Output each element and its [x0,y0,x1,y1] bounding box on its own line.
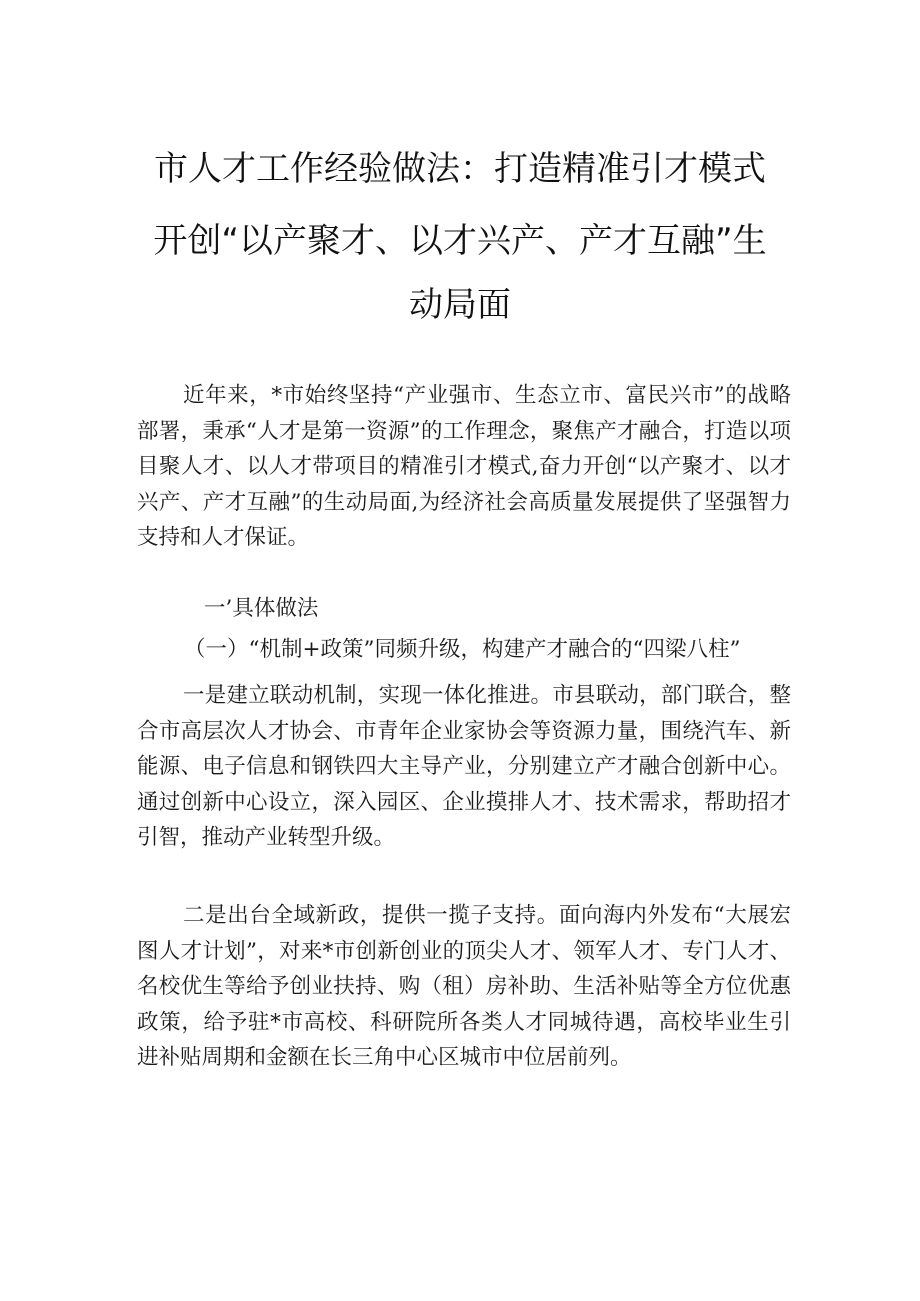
subsection-heading: （一）“机制+政策”同频升级，构建产才融合的“四梁八柱” [184,637,741,662]
paragraph-policy: 二是出台全域新政，提供一揽子支持。面向海内外发布“大展宏图人才计划”，对来*市创新创业的顶尖人才、领军人才、专门人才、名校优生等给予创业扶持、购（租）房补助、生活补贴等全方位优惠政策，给予驻*市高校、科研院所各类人才同城待遇，高校毕业生引进补贴周期和金额在长三角中心区城市中位居前列。 [137,903,791,1071]
title-line-2: 开创“以产聚才、以才兴产、产才互融”生 [153,221,767,261]
intro-paragraph: 近年来，*市始终坚持“产业强市、生态立市、富民兴市”的战略部署，秉承“人才是第一资源”的工作理念，聚焦产才融合，打造以项目聚人才、以人才带项目的精准引才模式,奋力开创“以产聚才、以才兴产、产才互融”的生动局面,为经济社会高质量发展提供了坚强智力支持和人才保证。 [137,383,791,551]
title-line-3: 动局面 [409,285,511,325]
paragraph-mechanism: 一是建立联动机制，实现一体化推进。市县联动，部门联合，整合市高层次人才协会、市青年企业家协会等资源力量，围绕汽车、新能源、电子信息和钢铁四大主导产业，分别建立产才融合创新中心。通过创新中心设立，深入园区、企业摸排人才、技术需求，帮助招才引智，推动产业转型升级。 [137,683,791,851]
title-line-1: 市人才工作经验做法：打造精准引才模式 [154,149,766,189]
section-heading: 一’具体做法 [204,596,319,621]
